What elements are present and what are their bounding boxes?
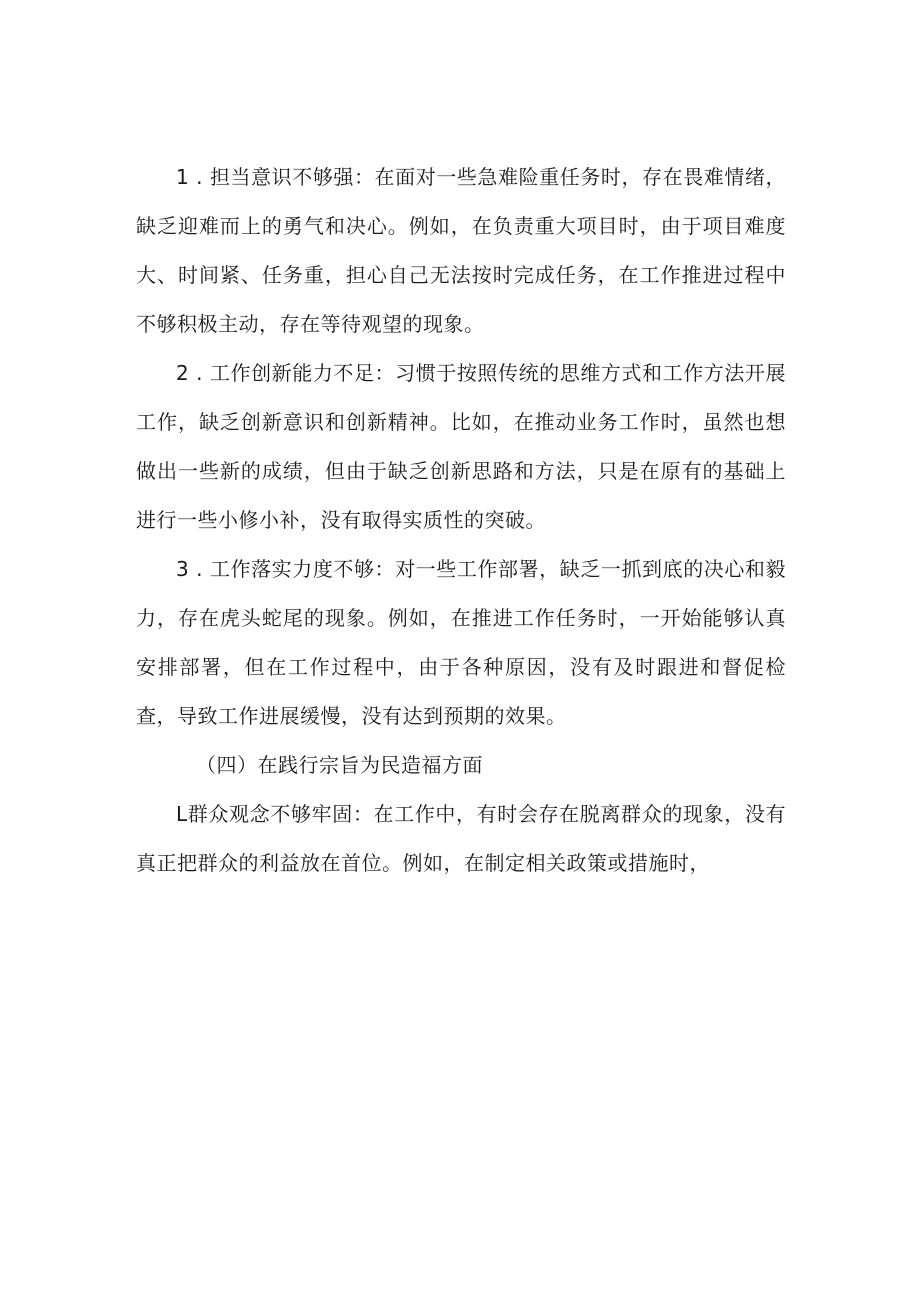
paragraph-implementation: 3 . 工作落实力度不够：对一些工作部署，缺乏一抓到底的决心和毅力，存在虎头蛇尾的现象。例如，在推进工作任务时，一开始能够认真安排部署，但在工作过程中，由于各种原因，没有及时跟进和督促检查，导致工作进展缓慢，没有达到预期的效果。: [136, 557, 786, 728]
paragraph-mass-line: L群众观念不够牢固：在工作中，有时会存在脱离群众的现象，没有真正把群众的利益放在首位。例如，在制定相关政策或措施时，: [136, 802, 786, 875]
paragraph-responsibility: 1 . 担当意识不够强：在面对一些急难险重任务时，存在畏难情绪，缺乏迎难而上的勇气和决心。例如，在负责重大项目时，由于项目难度大、时间紧、任务重，担心自己无法按时完成任务，在工作推进过程中不够积极主动，存在等待观望的现象。: [136, 165, 786, 336]
paragraph-innovation: 2 . 工作创新能力不足：习惯于按照传统的思维方式和工作方法开展工作，缺乏创新意识和创新精神。比如，在推动业务工作时，虽然也想做出一些新的成绩，但由于缺乏创新思路和方法，只是在原有的基础上进行一些小修小补，没有取得实质性的突破。: [136, 361, 786, 532]
section-heading: （四）在践行宗旨为民造福方面: [196, 753, 483, 777]
